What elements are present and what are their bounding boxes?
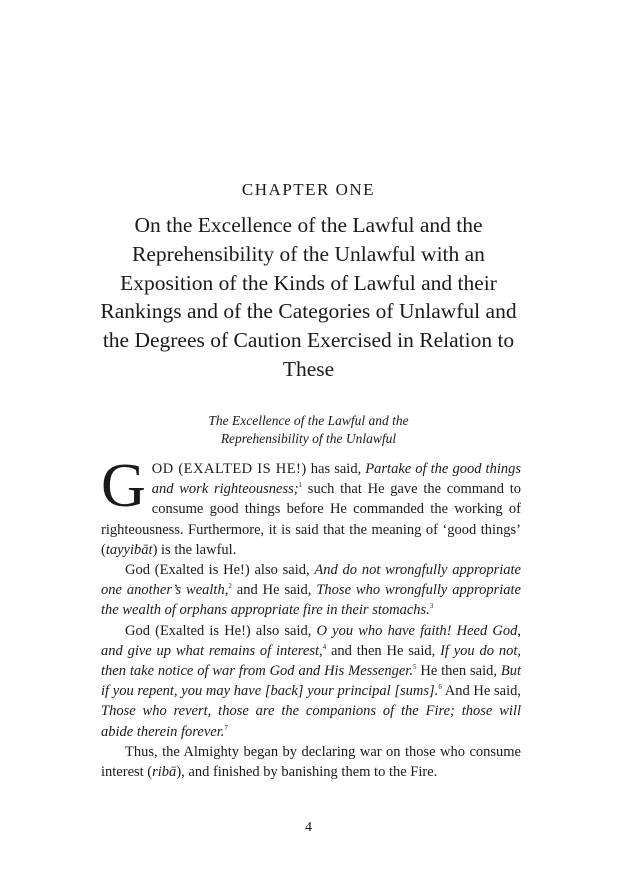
text-run: ), and finished by banishing them to the Fire. [176, 764, 438, 781]
drop-cap: G [101, 452, 146, 520]
section-heading-line-1: The Excellence of the Lawful and the [208, 413, 409, 428]
footnote-marker: 2 [228, 582, 232, 591]
footnote-marker: 3 [429, 602, 434, 611]
chapter-title: On the Excellence of the Lawful and the Reprehensibility of the Unlawful with an Exposition of the Kinds of Lawful and their Rankings and of the Categories of Unlawful and the Degrees of Caution Exercised in Relation to These [100, 213, 517, 381]
text-run: ) is the lawful. [152, 541, 237, 558]
text-run: He then said, [416, 663, 501, 680]
quran-quote: O you who have faith! Heed God, and give up what remains of interest, [101, 622, 521, 659]
footnote-marker: 7 [224, 723, 228, 732]
text-run: and He said, [231, 582, 317, 599]
section-heading-line-2: Reprehensibility of the Unlawful [220, 431, 397, 446]
paragraph-3 [101, 621, 521, 742]
paragraph-2 [101, 560, 521, 621]
chapter-label: CHAPTER ONE [241, 180, 376, 199]
text-run: such that He gave the command to consume good things before He commanded the working of righteousness. Furthermore, it is said that the meaning of ‘good things’ ( [101, 481, 521, 558]
footnote-marker: 4 [322, 643, 327, 651]
quran-quote: Partake of the good things and work righteousness; [151, 461, 521, 498]
quran-quote: But if you repent, you may have [back] your principal [sums]. [101, 663, 522, 700]
paragraph-1 [101, 452, 521, 560]
transliteration: ribā [152, 764, 177, 781]
paragraph-4 [101, 742, 521, 782]
footnote-marker: 6 [438, 683, 442, 692]
quran-quote: If you do not, then take notice of war from God and His Messenger. [101, 642, 521, 680]
text-run: has said, [306, 461, 366, 477]
footnote-marker: 1 [298, 481, 303, 490]
quran-quote: And do not wrongfully appropriate one another’s wealth, [101, 562, 521, 599]
text-run: And He said, [441, 683, 522, 700]
section-heading [120, 412, 497, 448]
text-run: God (Exalted is He!) also said, [125, 622, 317, 639]
quran-quote: Those who wrongfully appropriate the wealth of orphans appropriate fire in their stomachs. [101, 582, 521, 619]
text-run: and then He said, [326, 642, 441, 659]
text-run: Thus, the Almighty began by declaring war on those who consume interest ( [101, 743, 521, 781]
quran-quote: Those who revert, those are the companions of the Fire; those will abide therein forever. [101, 703, 521, 740]
page-number: 4 [305, 820, 312, 835]
text-run: God (Exalted is He!) also said, [125, 562, 315, 579]
transliteration: tayyibāt [105, 541, 153, 558]
footnote-marker: 5 [412, 663, 417, 672]
body-text [101, 452, 522, 782]
opening-smallcaps: OD (EXALTED IS HE!) [151, 461, 307, 477]
